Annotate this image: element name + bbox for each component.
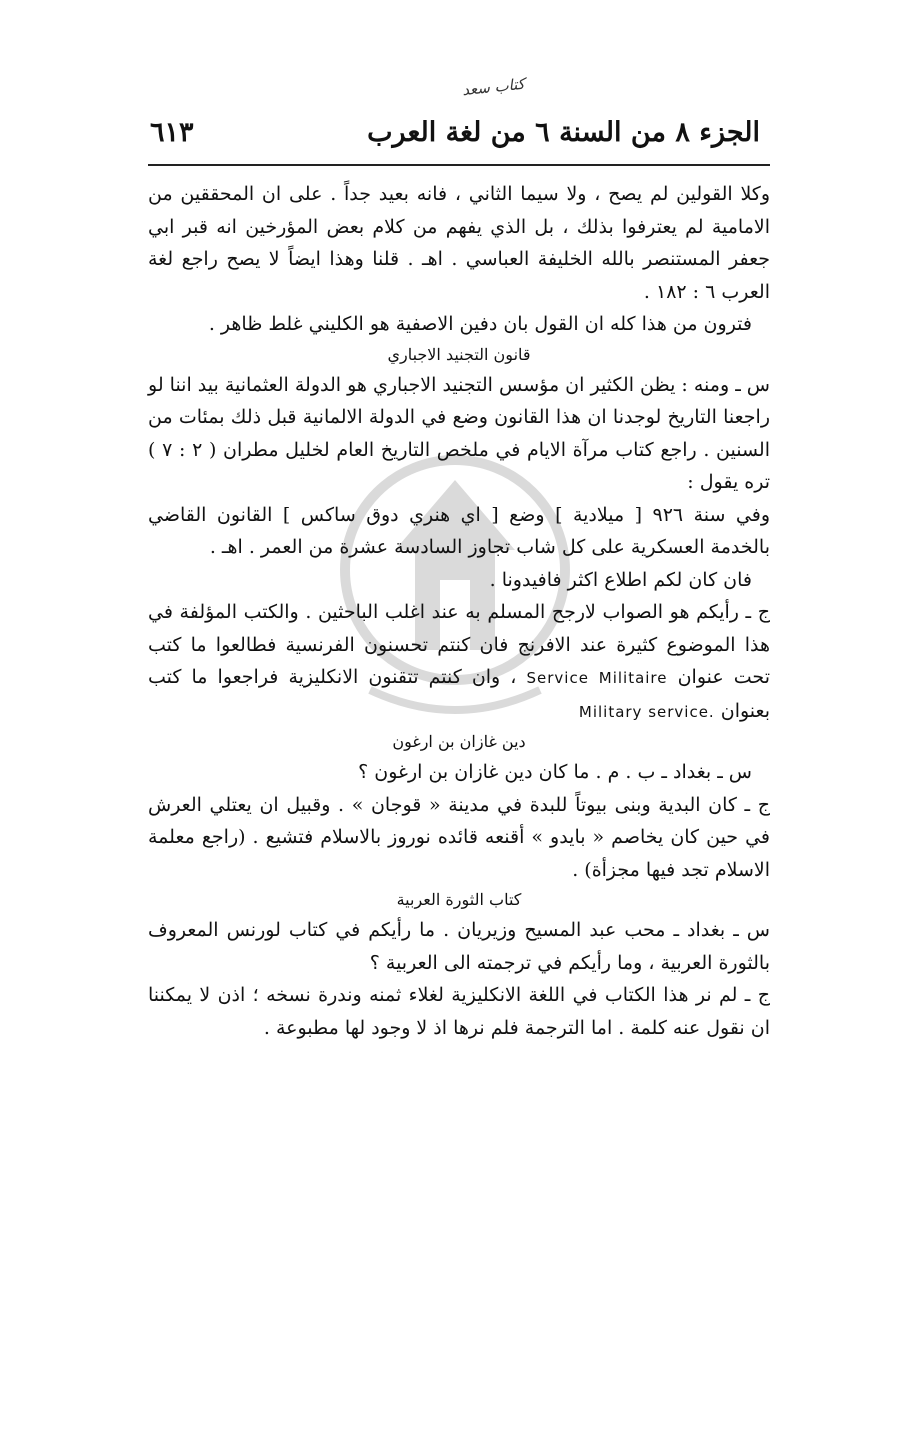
answer-paragraph: ج ـ كان البدية وبنى بيوتاً للبدة في مدينة « قوجان » . وقبيل ان يعتلي العرش في حين كان يخاصم « بايدو » أقنعه قائده نوروز بالاسلام فتشيع . (راجع معلمة الاسلام تجد فيها مجزأة) . [148,793,770,881]
question-paragraph: س ـ بغداد ـ محب عبد المسيح وزيريان . ما رأيكم في كتاب لورنس المعروف بالثورة العربية ، وما رأيكم في ترجمته الى العربية ؟ [148,919,770,974]
ownership-stamp: كتاب سعد [461,74,526,100]
english-term: Military service. [578,702,715,721]
question-paragraph: س ـ ومنه : يظن الكثير ان مؤسس التجنيد الاجباري هو الدولة العثمانية بيد اننا لو راجعنا التاريخ لوجدنا ان هذا القانون وضع في الدولة الالمانية قبل ذلك بمئات من السنين . راجع كتاب مرآة الايام في ملخص التاريخ العام لخليل مطران ( ٢ : ٧ ) تره يقول : [148,373,771,493]
answer-paragraph: ج ـ لم نر هذا الكتاب في اللغة الانكليزية لغلاء ثمنه وندرة نسخه ؛ اذن لا يمكننا ان نقول عنه كلمة . اما الترجمة فلم نرها اذ لا وجود لها مطبوعة . [148,984,770,1039]
section-heading: قانون التجنيد الاجباري [387,344,531,364]
answer-text-b: ، وان كنتم تتقنون الانكليزية فراجعوا ما كتب بعنوان [148,666,770,722]
section-heading: كتاب الثورة العربية [396,890,522,909]
paragraph: وكلا القولين لم يصح ، ولا سيما الثاني ، فانه بعيد جداً . على ان المحققين من الامامية لم يعترفوا بذلك ، بل الذي يفهم من كلام بعض المؤرخين انه قبر ابي جعفر المستنصر بالله الخليفة العباسي . اهـ . قلنا وهذا ايضاً لا يصح راجع لغة العرب ٦ : ١٨٢ . [148,183,770,303]
section-heading: دين غازان بن ارغون [392,732,526,751]
paragraph: فان كان لكم اطلاع اكثر فافيدونا . [489,568,752,591]
page-number: ٦١٣ [150,116,194,148]
running-header [150,112,760,152]
answer-text-a: ج ـ رأيكم هو الصواب لارجح المسلم به عند اغلب الباحثين . والكتب المؤلفة في هذا الموضوع كثيرة عند الافرنج فان كنتم تحسنون الفرنسية فطالعوا ما كتب تحت عنوان [148,601,770,688]
header-rule [148,164,770,166]
question-paragraph: س ـ بغداد ـ ب . م . ما كان دين غازان بن ارغون ؟ [358,761,752,783]
paragraph: فترون من هذا كله ان القول بان دفين الاصفية هو الكليني غلط ظاهر . [208,313,752,335]
french-term: Service Militaire [526,669,668,687]
article-body [148,178,770,1044]
header-title: الجزء ٨ من السنة ٦ من لغة العرب [367,116,760,148]
answer-paragraph [148,596,770,728]
quotation-paragraph: وفي سنة ٩٢٦ [ ميلادية ] وضع [ اي هنري دوق ساكس ] القانون القاضي بالخدمة العسكرية على كل شاب تجاوز السادسة عشرة من العمر . اهـ . [148,503,771,558]
